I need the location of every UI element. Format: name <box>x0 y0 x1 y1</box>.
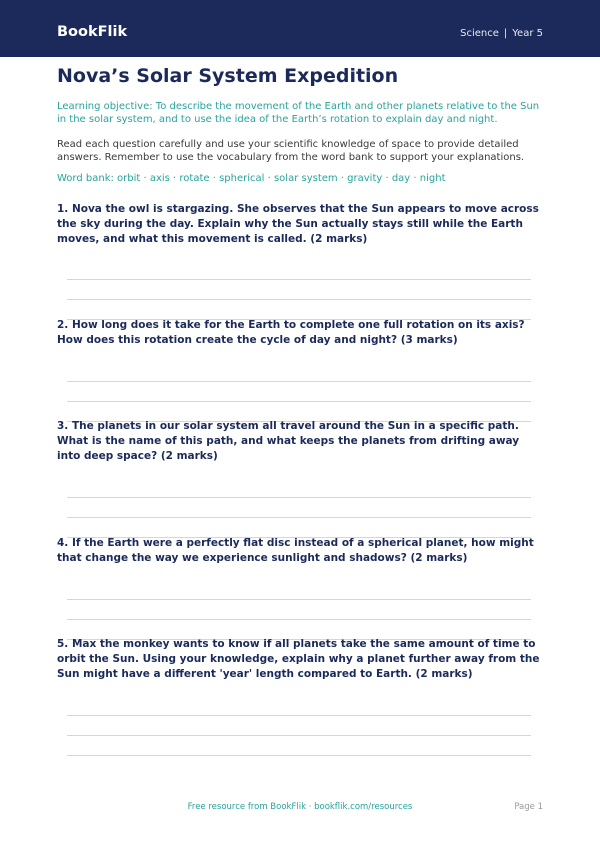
answer-line[interactable] <box>67 517 531 518</box>
answer-line[interactable] <box>67 381 531 382</box>
meta-separator: | <box>503 28 508 39</box>
answer-line[interactable] <box>67 735 531 736</box>
instructions: Read each question carefully and use your scientific knowledge of space to provide detailed answers. Remember to use the vocabulary from the word bank to support your explanations. <box>57 139 525 163</box>
question-5: 5. Max the monkey wants to know if all planets take the same amount of time to orbit the Sun. Using your knowledge, explain why a planet further away from the Sun might have a different 'year' length compared to Earth. (2 marks) <box>57 638 540 680</box>
subject-year <box>460 27 543 41</box>
answer-line[interactable] <box>67 755 531 756</box>
page-number: Page 1 <box>514 802 543 812</box>
answer-line[interactable] <box>67 599 531 600</box>
page-title: Nova’s Solar System Expedition <box>57 65 399 87</box>
answer-line[interactable] <box>67 299 531 300</box>
answer-line[interactable] <box>67 279 531 280</box>
word-bank: Word bank: orbit · axis · rotate · spherical · solar system · gravity · day · night <box>57 173 446 184</box>
subject-label: Science <box>460 28 499 39</box>
footer-resource-link[interactable]: Free resource from BookFlik · bookflik.com/resources <box>187 802 413 812</box>
answer-line[interactable] <box>67 619 531 620</box>
question-3: 3. The planets in our solar system all travel around the Sun in a specific path. What is the name of this path, and what keeps the planets from drifting away into deep space? (2 marks) <box>57 420 520 462</box>
brand-logo: BookFlik <box>57 24 128 40</box>
question-2: 2. How long does it take for the Earth to complete one full rotation on its axis? How does this rotation create the cycle of day and night? (3 marks) <box>57 319 525 346</box>
answer-line[interactable] <box>67 401 531 402</box>
question-1: 1. Nova the owl is stargazing. She observes that the Sun appears to move across the sky during the day. Explain why the Sun actually stays still while the Earth moves, and what this movement is called. (2 marks) <box>57 203 539 245</box>
answer-line[interactable] <box>67 715 531 716</box>
learning-objective: Learning objective: To describe the movement of the Earth and other planets relative to the Sun in the solar system, and to use the idea of the Earth’s rotation to explain day and night. <box>57 101 540 125</box>
question-4: 4. If the Earth were a perfectly flat disc instead of a spherical planet, how might that change the way we experience sunlight and shadows? (2 marks) <box>57 537 534 564</box>
header-bar <box>0 0 600 57</box>
year-label: Year 5 <box>512 28 543 39</box>
answer-line[interactable] <box>67 497 531 498</box>
